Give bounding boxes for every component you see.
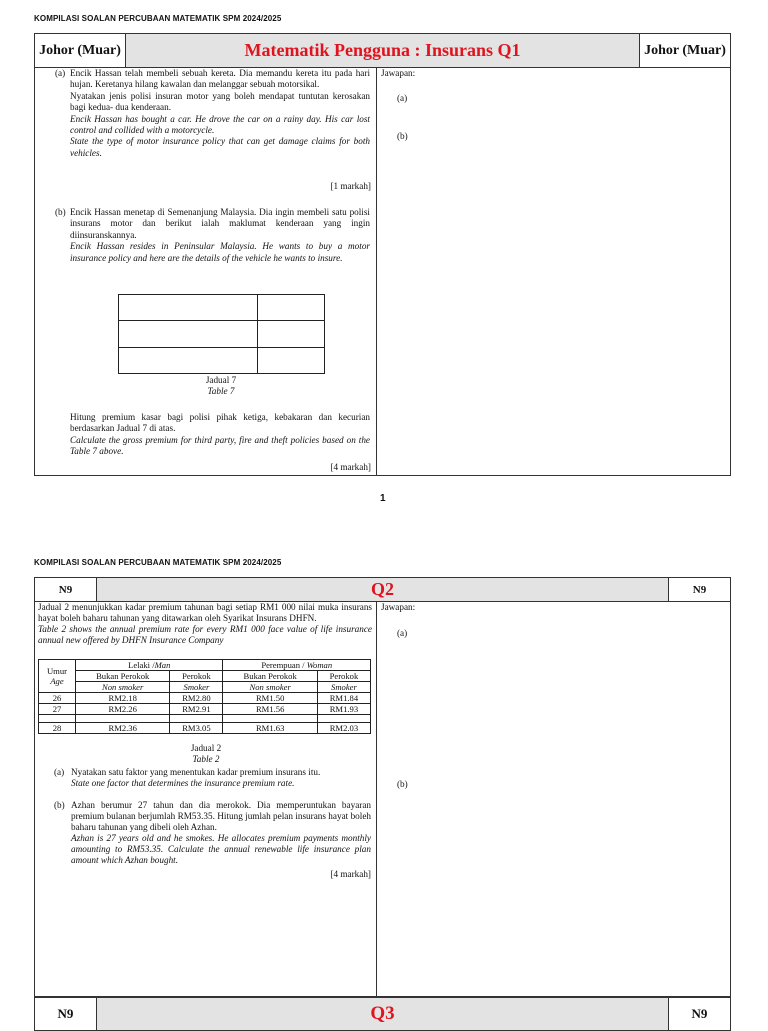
table-cell xyxy=(317,715,370,723)
header-nonsmoker-en xyxy=(223,682,317,693)
table-cell xyxy=(258,348,325,374)
header-nonsmoker-en xyxy=(76,682,170,693)
q1-left-label: Johor (Muar) xyxy=(35,34,125,67)
nonsmoker-en: Non smoker xyxy=(249,682,291,692)
q1-answer-b: (b) xyxy=(397,131,408,141)
q1a-malay-1: Encik Hassan telah membeli sebuah kereta. Dia memandu kereta itu pada hari hujan. Keretanya hilang kawalan dan melanggar sebuah motorsikal. xyxy=(70,68,370,90)
q3-title: Q3 xyxy=(96,998,669,1030)
q1a-english-1: Encik Hassan has bought a car. He drove the car on a rainy day. His car lost control and collided with a motorcycle. xyxy=(70,113,370,136)
q2-title-bar xyxy=(34,577,731,602)
q2-intro xyxy=(38,602,372,646)
page-number: 1 xyxy=(380,493,386,504)
male-en: Man xyxy=(154,660,171,670)
q2a-english: State one factor that determines the insurance premium rate. xyxy=(71,778,295,788)
header-nonsmoker-ms: Bukan Perokok xyxy=(223,671,317,682)
rate-cell: RM2.26 xyxy=(76,704,170,715)
table2-caption-en: Table 2 xyxy=(192,753,220,764)
q1-panel xyxy=(34,68,731,476)
table-row xyxy=(39,693,371,704)
table-row xyxy=(39,704,371,715)
table-cell xyxy=(76,715,170,723)
q1a-malay-2: Nyatakan jenis polisi insuran motor yang boleh mendapat tuntutan kerosakan bagi kedua- dua kenderaan. xyxy=(70,90,370,113)
q2-panel xyxy=(34,602,731,997)
rate-cell: RM2.18 xyxy=(76,693,170,704)
age-cell: 26 xyxy=(39,693,76,704)
table-header-female xyxy=(223,660,371,671)
q2a-tag: (a) xyxy=(54,767,65,777)
q2b-tag: (b) xyxy=(54,800,65,810)
q2-title: Q2 xyxy=(96,578,669,601)
q2a-malay: Nyatakan satu faktor yang menentukan kadar premium insurans itu. xyxy=(71,767,321,777)
q1a-english-2: State the type of motor insurance policy that can get damage claims for both vehicles. xyxy=(70,136,370,158)
table-cell xyxy=(223,715,317,723)
q2-intro-english: Table 2 shows the annual premium rate for every RM1 000 face value of life insurance annual new offered by DHFN Insurance Company xyxy=(38,624,372,645)
nonsmoker-en: Non smoker xyxy=(102,682,144,692)
q2a-text xyxy=(71,767,371,789)
q1-question-column xyxy=(35,68,377,475)
q1a-tag: (a) xyxy=(55,68,66,78)
q3-left-label: N9 xyxy=(35,998,96,1030)
page-header: KOMPILASI SOALAN PERCUBAAN MATEMATIK SPM 2024/2025 xyxy=(34,558,282,567)
q2-intro-malay: Jadual 2 menunjukkan kadar premium tahunan bagi setiap RM1 000 nilai muka insurans hayat boleh baharu tahunan yang ditawarkan oleh Syarikat Insurans DHFN. xyxy=(38,602,372,623)
header-smoker-ms: Perokok xyxy=(317,671,370,682)
q1-answer-column xyxy=(377,68,730,475)
q3-title-bar xyxy=(34,997,731,1031)
table7-caption-en: Table 7 xyxy=(207,386,235,396)
table-row xyxy=(39,723,371,734)
q2-right-label: N9 xyxy=(669,578,730,601)
q1b-malay: Encik Hassan menetap di Semenanjung Malaysia. Dia ingin membeli satu polisi insurans motor dan berikut ialah maklumat kenderaan yang ingin diinsuranskannya. xyxy=(70,207,370,240)
rate-cell: RM1.84 xyxy=(317,693,370,704)
female-ms: Perempuan / xyxy=(261,660,305,670)
vehicle-details-table xyxy=(118,294,325,374)
q2b-malay: Azhan berumur 27 tahun dan dia merokok. Dia memperuntukan bayaran premium bulanan berjumlah RM53.35. Hitung jumlah pelan insurans hayat boleh baharu tahunan yang dibeli oleh Azhan. xyxy=(71,800,371,832)
header-smoker-en xyxy=(170,682,223,693)
table-cell xyxy=(119,348,258,374)
rate-cell: RM3.05 xyxy=(170,723,223,734)
header-smoker-ms: Perokok xyxy=(170,671,223,682)
age-en: Age xyxy=(50,676,64,686)
q2-answer-label: Jawapan: xyxy=(381,602,416,612)
age-cell: 27 xyxy=(39,704,76,715)
female-en: Woman xyxy=(306,660,333,670)
q1b-calc-text xyxy=(70,412,370,458)
table-cell xyxy=(39,715,76,723)
table7-caption xyxy=(185,375,257,397)
q1b-tag: (b) xyxy=(55,207,66,217)
q2-answer-a: (a) xyxy=(397,628,408,638)
table-header-male xyxy=(76,660,223,671)
rate-cell: RM1.63 xyxy=(223,723,317,734)
q1-right-label: Johor (Muar) xyxy=(640,34,730,67)
rate-cell: RM2.91 xyxy=(170,704,223,715)
q2-answer-b: (b) xyxy=(397,779,408,789)
page-header: KOMPILASI SOALAN PERCUBAAN MATEMATIK SPM 2024/2025 xyxy=(34,14,282,23)
table-cell xyxy=(258,295,325,321)
age-cell: 28 xyxy=(39,723,76,734)
male-ms: Lelaki / xyxy=(128,660,155,670)
rate-cell: RM2.36 xyxy=(76,723,170,734)
q1-answer-a: (a) xyxy=(397,93,408,103)
q1b-english: Encik Hassan resides in Peninsular Malaysia. He wants to buy a motor insurance policy and here are the details of the vehicle he wants to insure. xyxy=(70,241,370,263)
q1b-calc-english: Calculate the gross premium for third party, fire and theft policies based on the Table 7 above. xyxy=(70,434,370,457)
table-cell xyxy=(170,715,223,723)
q2-question-column xyxy=(35,602,377,996)
q2b-english: Azhan is 27 years old and he smokes. He allocates premium payments monthly amounting to RM53.35. Calculate the annual renewable life insurance plan amount which Azhan bought. xyxy=(71,833,371,865)
q1a-marks: [1 markah] xyxy=(330,181,371,191)
rate-cell: RM1.50 xyxy=(223,693,317,704)
table-row-spacer xyxy=(39,715,371,723)
premium-rate-table xyxy=(38,659,371,734)
header-smoker-en xyxy=(317,682,370,693)
q1b-marks: [4 markah] xyxy=(330,462,371,472)
q3-right-label: N9 xyxy=(669,998,730,1030)
table-cell xyxy=(119,321,258,348)
table2-caption-ms: Jadual 2 xyxy=(190,743,222,753)
rate-cell: RM2.80 xyxy=(170,693,223,704)
q2b-text xyxy=(71,800,371,866)
table2-caption xyxy=(170,743,242,764)
rate-cell: RM2.03 xyxy=(317,723,370,734)
q1b-calc-malay: Hitung premium kasar bagi polisi pihak ketiga, kebakaran dan kecurian berdasarkan Jadual 7 di atas. xyxy=(70,412,370,434)
q1-title-bar xyxy=(34,33,731,68)
table-cell xyxy=(119,295,258,321)
q2-answer-column xyxy=(377,602,730,996)
table7-caption-ms: Jadual 7 xyxy=(205,375,237,385)
rate-cell: RM1.93 xyxy=(317,704,370,715)
q1a-text xyxy=(70,68,370,159)
q1-title: Matematik Pengguna : Insurans Q1 xyxy=(125,34,640,67)
age-ms: Umur xyxy=(46,666,68,676)
q1b-text xyxy=(70,207,370,264)
table-header-age xyxy=(39,660,76,693)
rate-cell: RM1.56 xyxy=(223,704,317,715)
q2-left-label: N9 xyxy=(35,578,96,601)
smoker-en: Smoker xyxy=(331,682,357,692)
q1-answer-label: Jawapan: xyxy=(381,68,416,78)
smoker-en: Smoker xyxy=(183,682,210,692)
q2b-marks: [4 markah] xyxy=(330,869,371,879)
table-cell xyxy=(258,321,325,348)
header-nonsmoker-ms: Bukan Perokok xyxy=(76,671,170,682)
